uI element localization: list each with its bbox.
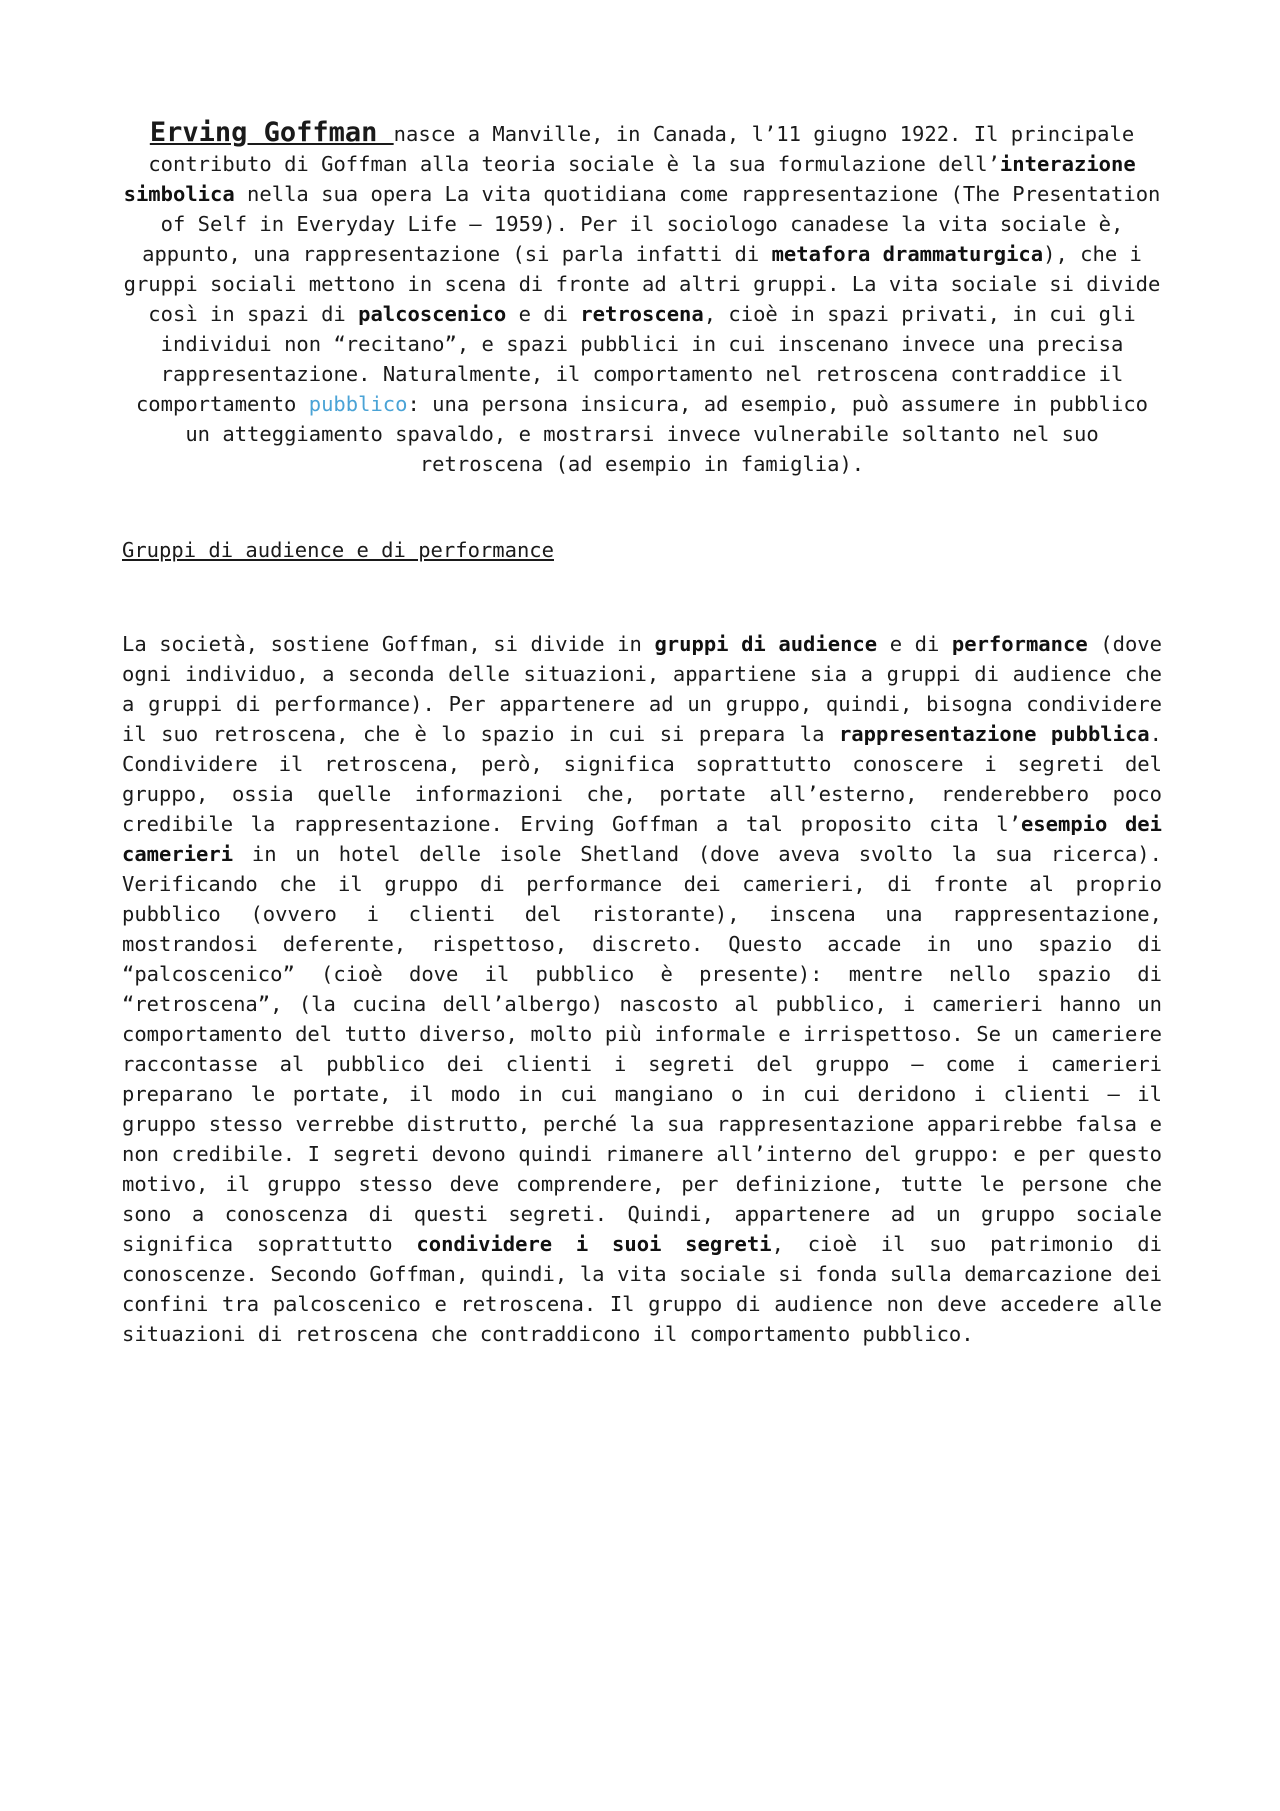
intro-text-2: nella sua opera La vita quotidiana come rappresentazione (The Presentation of Self in Everyday Life – 1959). Per il sociologo canadese la vita sociale è, appunto, una rappresentazione (si parla infatti di xyxy=(142,182,1161,266)
document-page xyxy=(122,118,1162,1349)
intro-bold-retroscena: retroscena xyxy=(580,302,704,326)
intro-text-1: nasce a Manville, in Canada, l’11 giugno 1922. Il principale contributo di Goffman alla teoria sociale è la sua formulazione dell’ xyxy=(148,122,1135,176)
intro-bold-metafora: metafora drammaturgica xyxy=(771,242,1044,266)
body-bold-esempio-camerieri: esempio dei camerieri xyxy=(122,812,1162,866)
intro-paragraph xyxy=(122,118,1162,479)
intro-text-3: ), che i gruppi sociali mettono in scena di fronte ad altri gruppi. La vita sociale si divide così in spazi di xyxy=(123,242,1161,326)
intro-bold-palcoscenico: palcoscenico xyxy=(358,302,507,326)
body-bold-condividere-segreti: condividere i suoi segreti xyxy=(416,1232,772,1256)
body-text-6: , cioè il suo patrimonio di conoscenze. Secondo Goffman, quindi, la vita sociale si fonda sulla demarcazione dei confini tra palcoscenico e retroscena. Il gruppo di audience non deve accedere alle situazioni di retroscena che contraddicono il comportamento pubblico. xyxy=(122,1232,1162,1346)
name-title: Erving Goffman xyxy=(149,117,394,148)
pubblico-link[interactable]: pubblico xyxy=(308,392,408,416)
body-text-1: La società, sostiene Goffman, si divide in xyxy=(122,632,655,656)
intro-text-6: : una persona insicura, ad esempio, può assumere in pubblico un atteggiamento spavaldo, e mostrarsi invece vulnerabile soltanto nel suo retroscena (ad esempio in famiglia). xyxy=(185,392,1149,476)
body-text-3: (dove ogni individuo, a seconda delle situazioni, appartiene sia a gruppi di audience che a gruppi di performance). Per appartenere ad un gruppo, quindi, bisogna condividere il suo retroscena, che è lo spazio in cui si prepara la xyxy=(122,632,1162,746)
intro-text-5: , cioè in spazi privati, in cui gli individui non “recitano”, e spazi pubblici in cui inscenano invece una precisa rappresentazione. Naturalmente, il comportamento nel retroscena contraddice il comportamento xyxy=(135,302,1136,416)
body-bold-performance: performance xyxy=(951,632,1088,656)
body-text-2: e di xyxy=(877,632,952,656)
body-text-5: in un hotel delle isole Shetland (dove aveva svolto la sua ricerca). Verificando che il gruppo di performance dei camerieri, di fronte al proprio pubblico (ovvero i clienti del ristorante), inscena una rappresentazione, mostrandosi deferente, rispettoso, discreto. Questo accade in uno spazio di “palcoscenico” (cioè dove il pubblico è presente): mentre nello spazio di “retroscena”, (la cucina dell’albergo) nascosto al pubblico, i camerieri hanno un comportamento del tutto diverso, molto più informale e irrispettoso. Se un cameriere raccontasse al pubblico dei clienti i segreti del gruppo – come i camerieri preparano le portate, il modo in cui mangiano o in cui deridono i clienti – il gruppo stesso verrebbe distrutto, perché la sua rappresentazione apparirebbe falsa e non credibile. I segreti devono quindi rimanere all’interno del gruppo: e per questo motivo, il gruppo stesso deve comprendere, per definizione, tutte le persone che sono a conoscenza di questi segreti. Quindi, appartenere ad un gruppo sociale significa soprattutto xyxy=(122,842,1162,1256)
body-bold-rappresentazione: rappresentazione pubblica xyxy=(838,722,1150,746)
body-bold-gruppi-audience: gruppi di audience xyxy=(654,632,878,656)
intro-text-4: e di xyxy=(506,302,581,326)
body-paragraph xyxy=(122,629,1162,1349)
intro-bold-interazione: interazione simbolica xyxy=(123,152,1136,206)
body-text-4: . Condividere il retroscena, però, significa soprattutto conoscere i segreti del gruppo, ossia quelle informazioni che, portate all’esterno, renderebbero poco credibile la rappresentazione. Erving Goffman a tal proposito cita l’ xyxy=(122,722,1162,836)
section-heading: Gruppi di audience e di performance xyxy=(122,538,554,562)
